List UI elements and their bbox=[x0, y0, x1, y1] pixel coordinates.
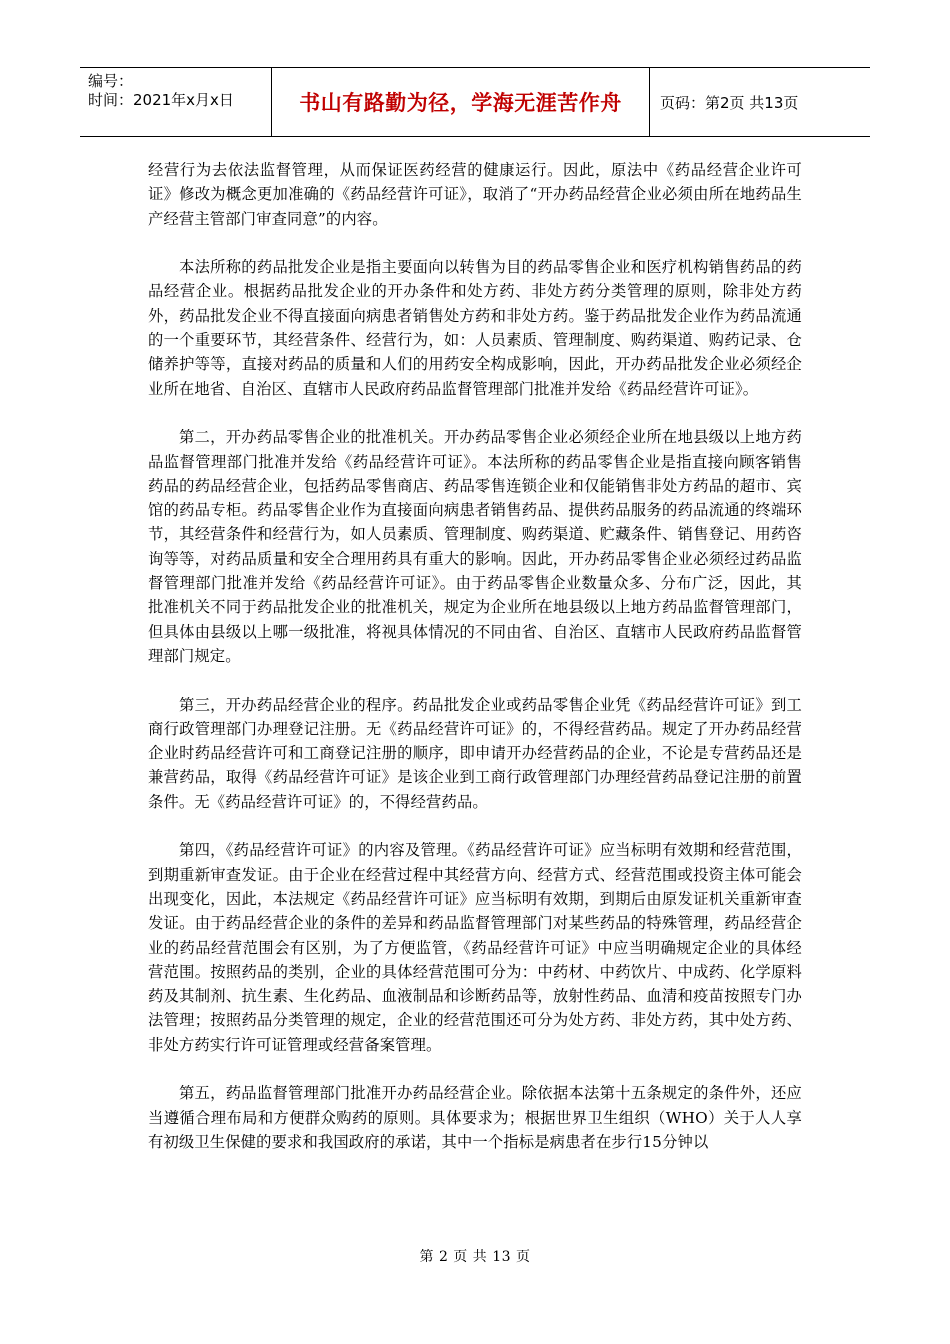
document-date-label: 时间：2021年x月x日 bbox=[88, 91, 234, 109]
document-body bbox=[148, 158, 802, 1154]
body-paragraph: 本法所称的药品批发企业是指主要面向以转售为目的药品零售企业和医疗机构销售药品的药品经营企业。根据药品批发企业的开办条件和处方药、非处方药分类管理的原则，除非处方药外，药品批发企业不得直接面向病患者销售处方药和非处方药。鉴于药品批发企业作为药品流通的一个重要环节，其经营条件、经营行为，如：人员素质、管理制度、购药渠道、购药记录、仓储养护等等，直接对药品的质量和人们的用药安全构成影响，因此，开办药品批发企业必须经企业所在地省、自治区、直辖市人民政府药品监督管理部门批准并发给《药品经营许可证》。 bbox=[148, 258, 802, 398]
document-number-label: 编号： bbox=[88, 72, 134, 90]
page-header bbox=[80, 67, 870, 137]
header-motto: 书山有路勤为径，学海无涯苦作舟 bbox=[272, 68, 650, 136]
header-meta bbox=[80, 68, 272, 136]
body-paragraph: 第二，开办药品零售企业的批准机关。开办药品零售企业必须经企业所在地县级以上地方药品监督管理部门批准并发给《药品经营许可证》。本法所称的药品零售企业是指直接向顾客销售药品的药品经营企业，包括药品零售商店、药品零售连锁企业和仅能销售非处方药品的超市、宾馆的药品专柜。药品零售企业作为直接面向病患者销售药品、提供药品服务的药品流通的终端环节，其经营条件和经营行为，如人员素质、管理制度、购药渠道、贮藏条件、销售登记、用药咨询等等，对药品质量和安全合理用药具有重大的影响。因此，开办药品零售企业必须经过药品监督管理部门批准并发给《药品经营许可证》。由于药品零售企业数量众多、分布广泛，因此，其批准机关不同于药品批发企业的批准机关，规定为企业所在地县级以上地方药品监督管理部门，但具体由县级以上哪一级批准，将视具体情况的不同由省、自治区、直辖市人民政府药品监督管理部门规定。 bbox=[148, 428, 802, 665]
header-page-number: 页码：第2页 共13页 bbox=[660, 93, 799, 112]
body-paragraph: 第四，《药品经营许可证》的内容及管理。《药品经营许可证》应当标明有效期和经营范围，到期重新审查发证。由于企业在经营过程中其经营方向、经营方式、经营范围或投资主体可能会出现变化，因此，本法规定《药品经营许可证》应当标明有效期，到期后由原发证机关重新审查发证。由于药品经营企业的条件的差异和药品监督管理部门对某些药品的特殊管理，药品经营企业的药品经营范围会有区别，为了方便监管，《药品经营许可证》中应当明确规定企业的具体经营范围。按照药品的类别，企业的具体经营范围可分为：中药材、中药饮片、中成药、化学原料药及其制剂、抗生素、生化药品、血液制品和诊断药品等，放射性药品、血清和疫苗按照专门办法管理；按照药品分类管理的规定，企业的经营范围还可分为处方药、非处方药，其中处方药、非处方药实行许可证管理或经营备案管理。 bbox=[148, 841, 802, 1054]
body-paragraph: 第三，开办药品经营企业的程序。药品批发企业或药品零售企业凭《药品经营许可证》到工商行政管理部门办理登记注册。无《药品经营许可证》的，不得经营药品。规定了开办药品经营企业时药品经营许可和工商登记注册的顺序，即申请开办经营药品的企业，不论是专营药品还是兼营药品，取得《药品经营许可证》是该企业到工商行政管理部门办理经营药品登记注册的前置条件。无《药品经营许可证》的，不得经营药品。 bbox=[148, 695, 802, 811]
page-footer: 第 2 页 共 13 页 bbox=[419, 1249, 531, 1265]
body-paragraph: 经营行为去依法监督管理，从而保证医药经营的健康运行。因此，原法中《药品经营企业许可证》修改为概念更加准确的《药品经营许可证》，取消了“开办药品经营企业必须由所在地药品生产经营主管部门审查同意”的内容。 bbox=[148, 161, 802, 228]
body-paragraph: 第五，药品监督管理部门批准开办药品经营企业。除依据本法第十五条规定的条件外，还应当遵循合理布局和方便群众购药的原则。具体要求为；根据世界卫生组织（WHO）关于人人享有初级卫生保健的要求和我国政府的承诺，其中一个指标是病患者在步行15分钟以 bbox=[148, 1084, 802, 1151]
